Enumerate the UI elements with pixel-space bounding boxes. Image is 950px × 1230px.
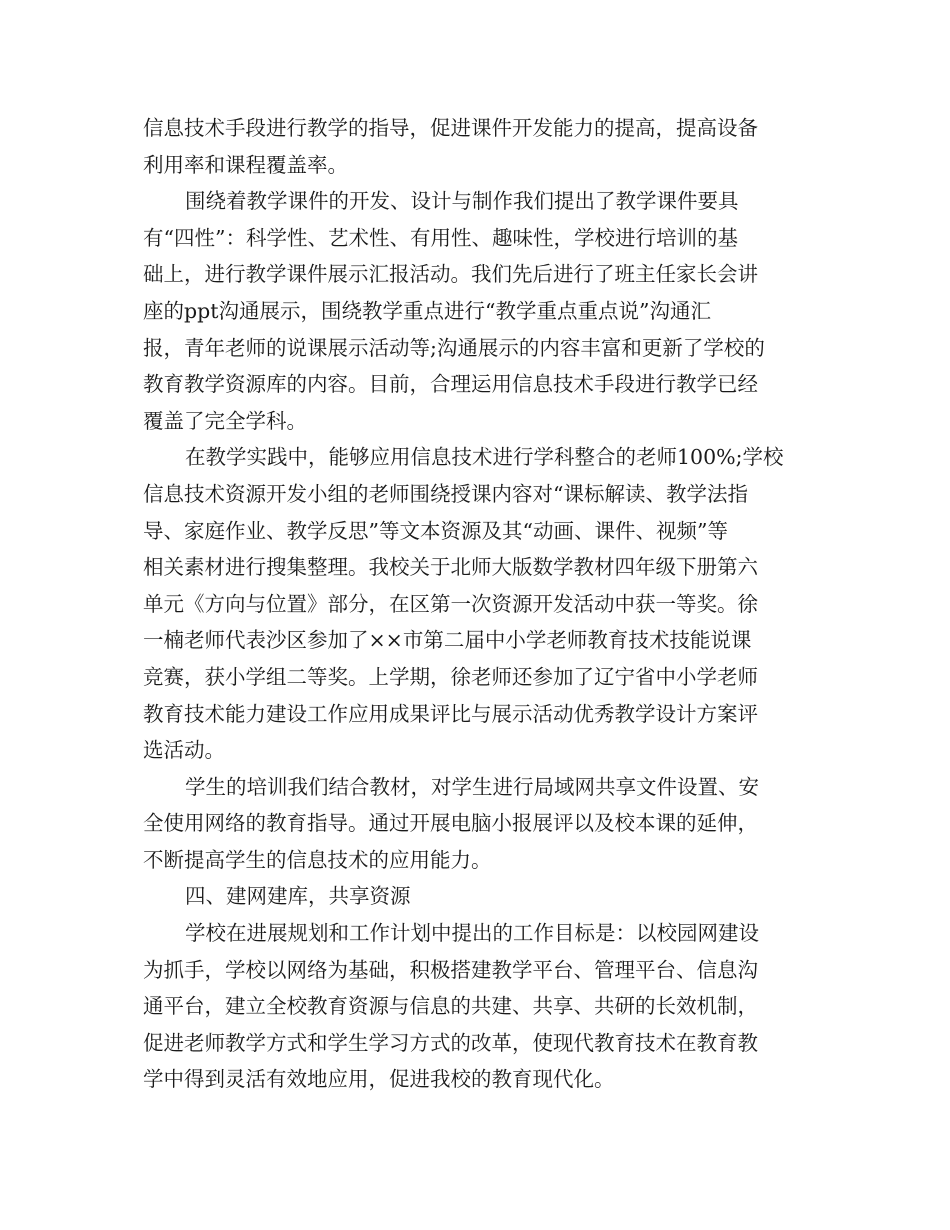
- text-line: 竞赛，获小学组二等奖。上学期，徐老师还参加了辽宁省中小学老师: [143, 664, 758, 689]
- text-line: 报，青年老师的说课展示活动等;沟通展示的内容丰富和更新了学校的: [143, 335, 765, 360]
- text-line: 促进老师教学方式和学生学习方式的改革，使现代教育技术在教育教: [143, 1030, 758, 1055]
- text-line: 一楠老师代表沙区参加了××市第二届中小学老师教育技术技能说课: [143, 628, 752, 653]
- text-line: 选活动。: [143, 738, 225, 763]
- text-line: 导、家庭作业、教学反思”等文本资源及其“动画、课件、视频”等: [143, 518, 728, 543]
- text-line: 教育技术能力建设工作应用成果评比与展示活动优秀教学设计方案评: [143, 701, 758, 726]
- section-heading: 四、建网建库，共享资源: [185, 884, 411, 909]
- text-line: 利用率和课程覆盖率。: [143, 152, 348, 177]
- text-line: 不断提高学生的信息技术的应用能力。: [143, 847, 492, 872]
- text-line: 相关素材进行搜集整理。我校关于北师大版数学教材四年级下册第六: [143, 555, 758, 580]
- text-line: 覆盖了完全学科。: [143, 408, 307, 433]
- text-line: 础上，进行教学课件展示汇报活动。我们先后进行了班主任家长会讲: [143, 262, 758, 287]
- text-line: 教育教学资源库的内容。目前，合理运用信息技术手段进行教学已经: [143, 372, 758, 397]
- text-line: 单元《方向与位置》部分，在区第一次资源开发活动中获一等奖。徐: [143, 591, 758, 616]
- paragraph-start-line: 在教学实践中，能够应用信息技术进行学科整合的老师100%;学校: [185, 445, 784, 470]
- text-line: 座的ppt沟通展示，围绕教学重点进行“教学重点重点说”沟通汇: [143, 298, 711, 323]
- text-line: 信息技术手段进行教学的指导，促进课件开发能力的提高，提高设备: [143, 116, 758, 140]
- paragraph-start-line: 围绕着教学课件的开发、设计与制作我们提出了教学课件要具: [185, 189, 739, 214]
- paragraph-start-line: 学生的培训我们结合教材，对学生进行局域网共享文件设置、安: [185, 774, 759, 799]
- text-line: 信息技术资源开发小组的老师围绕授课内容对“课标解读、教学法指: [143, 481, 748, 506]
- body-text: [143, 110, 813, 1098]
- text-line: 全使用网络的教育指导。通过开展电脑小报展评以及校本课的延伸，: [143, 811, 758, 836]
- paragraph-start-line: 学校在进展规划和工作计划中提出的工作目标是：以校园网建设: [185, 921, 759, 946]
- text-line: 为抓手，学校以网络为基础，积极搭建教学平台、管理平台、信息沟: [143, 957, 758, 982]
- text-line: 学中得到灵活有效地应用，促进我校的教育现代化。: [143, 1067, 615, 1092]
- text-line: 通平台，建立全校教育资源与信息的共建、共享、共研的长效机制，: [143, 994, 758, 1019]
- text-line: 有“四性”：科学性、艺术性、有用性、趣味性，学校进行培训的基: [143, 225, 738, 250]
